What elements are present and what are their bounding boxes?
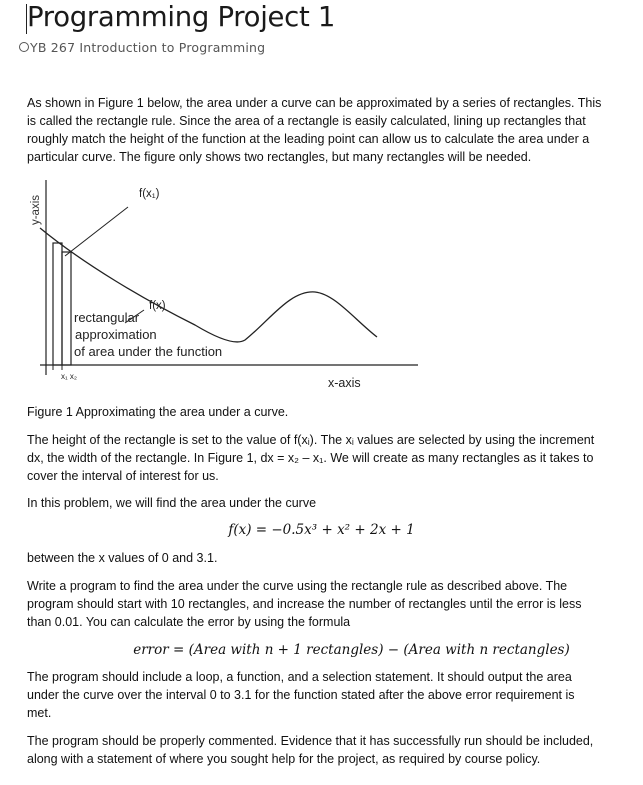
selection-handle-icon[interactable] <box>19 42 29 52</box>
intro-paragraph: As shown in Figure 1 below, the area under a curve can be approximated by a series of rectangles. This is called the rectangle rule. Since the area of a rectangle is easily calculated, lining up rectangles that roughly match the height of the function at the leading point can allow us to calculate the area under a particular curve. The figure only shows two rectangles, but many rectangles will be needed. <box>27 96 602 164</box>
x-axis-label: x-axis <box>328 376 361 390</box>
subtitle-row <box>19 39 265 55</box>
problem-paragraph: In this problem, we will find the area under the curve <box>27 496 317 510</box>
fx1-pointer-line <box>65 207 128 256</box>
fx-label: f(x) <box>149 300 166 312</box>
figure-1 <box>25 170 425 395</box>
annotation-line-3: of area under the function <box>74 344 223 359</box>
annotation-line-1: rectangular <box>74 310 140 325</box>
write-paragraph: Write a program to find the area under the curve using the rectangle rule as described above. The program should start with 10 rectangles, and increase the number of rectangles until the error is less than 0.01. You can calculate the error by using the formula <box>27 579 582 629</box>
x-tick-label: x₁ x₂ <box>61 372 78 381</box>
interval-paragraph: between the x values of 0 and 3.1. <box>27 551 218 565</box>
function-equation: f(x) = −0.5x³ + x² + 2x + 1 <box>228 522 415 538</box>
rectangle-1 <box>53 243 62 365</box>
figure-1-diagram <box>25 170 425 395</box>
requirements-paragraph: The program should include a loop, a function, and a selection statement. It should output the area under the curve over the interval 0 to 3.1 for the function stated after the above error requirement is met. <box>27 670 575 720</box>
page-subtitle: YB 267 Introduction to Programming <box>30 39 266 55</box>
figure-caption: Figure 1 Approximating the area under a curve. <box>27 405 289 419</box>
annotation-line-2: approximation <box>75 327 157 342</box>
error-equation: error = (Area with n + 1 rectangles) − (Area with n rectangles) <box>133 642 570 658</box>
height-paragraph: The height of the rectangle is set to the value of f(xᵢ). The xᵢ values are selected by using the increment dx, the width of the rectangle. In Figure 1, dx = x₂ – x₁. We will create as many rectangles as it takes to cover the interval of interest for us. <box>27 433 595 483</box>
y-axis-label: y-axis <box>30 195 42 226</box>
fx1-label: f(x₁) <box>139 188 160 200</box>
commented-paragraph: The program should be properly commented. Evidence that it has successfully run should be included, along with a statement of where you sought help for the project, as required by course policy. <box>27 734 594 766</box>
page-title: Programming Project 1 <box>27 1 336 33</box>
rectangle-2 <box>62 252 71 365</box>
